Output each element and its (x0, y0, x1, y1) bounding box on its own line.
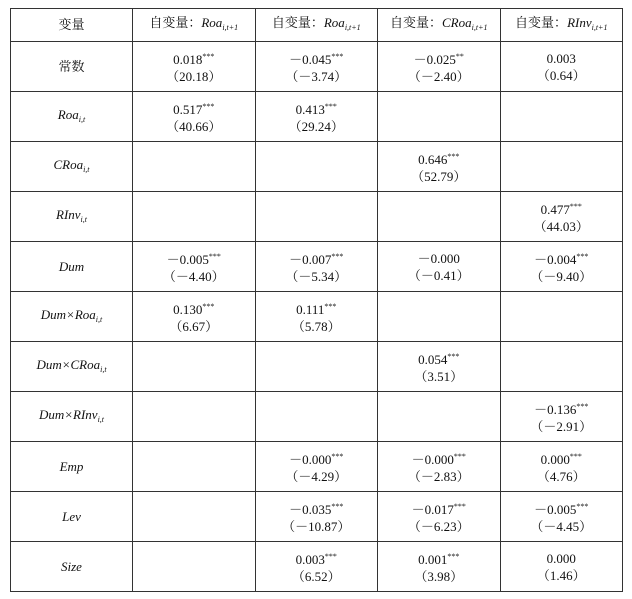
coef-cell (133, 192, 256, 242)
coef-cell (133, 42, 256, 92)
table-row (11, 492, 623, 542)
coefficient (501, 448, 623, 468)
coefficient-value: －0.000 (289, 452, 332, 467)
row-label (11, 292, 133, 342)
significance-stars: *** (202, 102, 215, 111)
header-col-4 (500, 9, 623, 42)
header-col-prefix: 自变量： (149, 16, 202, 31)
coefficient (133, 98, 255, 118)
coef-cell (133, 492, 256, 542)
row-label-text: Dum×Roa (40, 306, 96, 322)
coefficient (378, 48, 500, 68)
significance-stars: *** (453, 452, 466, 461)
row-label (11, 42, 133, 92)
coefficient-value: －0.035 (289, 502, 332, 517)
significance-stars: *** (331, 52, 344, 61)
coefficient-value: 0.477 (540, 202, 570, 217)
t-statistic: （－2.91） (530, 419, 593, 434)
coefficient-value: 0.413 (295, 102, 325, 117)
coefficient (378, 548, 500, 568)
table-row (11, 192, 623, 242)
significance-stars: *** (324, 302, 337, 311)
row-label-text: RInv (56, 206, 81, 222)
significance-stars: *** (208, 252, 221, 261)
coefficient-value: 0.130 (173, 302, 203, 317)
coefficient-value: 0.000 (540, 452, 570, 467)
coef-cell (133, 292, 256, 342)
row-label (11, 392, 133, 442)
coefficient-value: －0.007 (289, 252, 332, 267)
t-statistic: （20.18） (166, 69, 222, 84)
significance-stars: *** (324, 102, 337, 111)
coef-cell (255, 342, 378, 392)
row-label-text: 常数 (58, 59, 85, 75)
coefficient (256, 248, 378, 268)
coefficient (256, 498, 378, 518)
coef-cell (255, 292, 378, 342)
coef-cell (133, 142, 256, 192)
significance-stars: *** (453, 502, 466, 511)
header-col-prefix: 自变量： (271, 16, 324, 31)
coef-cell (255, 392, 378, 442)
coef-cell (500, 292, 623, 342)
significance-stars: *** (331, 502, 344, 511)
coefficient (501, 198, 623, 218)
table-row (11, 442, 623, 492)
header-col-prefix: 自变量： (515, 16, 568, 31)
header-col-var: Roa (323, 15, 345, 30)
coef-cell (378, 42, 501, 92)
coef-cell (378, 442, 501, 492)
t-statistic: （0.64） (536, 67, 586, 83)
header-variable (11, 9, 133, 42)
coefficient-value: 0.003 (546, 50, 576, 66)
t-statistic: （－9.40） (530, 269, 593, 284)
coefficient (378, 498, 500, 518)
table-row (11, 542, 623, 592)
significance-stars: *** (576, 252, 589, 261)
coefficient-value: －0.136 (534, 402, 577, 417)
significance-stars: *** (576, 502, 589, 511)
coefficient (256, 98, 378, 118)
t-statistic: （－4.40） (162, 269, 225, 284)
header-col-sub: i,t+1 (344, 23, 361, 32)
header-col-var: CRoa (442, 15, 472, 30)
coef-cell (500, 442, 623, 492)
coefficient (378, 250, 500, 267)
t-statistic: （1.46） (536, 567, 586, 583)
t-statistic: （6.67） (169, 319, 219, 334)
t-statistic: （－5.34） (285, 269, 348, 284)
coef-cell (378, 492, 501, 542)
table-row (11, 142, 623, 192)
header-col-sub: i,t+1 (471, 23, 488, 32)
coef-cell (255, 242, 378, 292)
row-label (11, 492, 133, 542)
coef-cell (255, 542, 378, 592)
t-statistic: （－2.40） (407, 69, 470, 84)
significance-stars: *** (576, 402, 589, 411)
significance-stars: *** (447, 152, 460, 161)
coefficient-value: －0.004 (534, 252, 577, 267)
table-row (11, 92, 623, 142)
table-body (11, 42, 623, 592)
coefficient-value: －0.017 (411, 502, 454, 517)
significance-stars: *** (447, 552, 460, 561)
t-statistic: （29.24） (288, 119, 344, 134)
header-col-sub: i,t+1 (591, 23, 608, 32)
regression-table-container (10, 8, 622, 592)
row-label (11, 542, 133, 592)
significance-stars: *** (569, 202, 582, 211)
row-label-text: Dum×CRoa (36, 356, 101, 372)
coefficient (256, 298, 378, 318)
row-label-text: Emp (59, 459, 84, 474)
table-row (11, 42, 623, 92)
coef-cell (378, 142, 501, 192)
coefficient (256, 48, 378, 68)
coef-cell (255, 492, 378, 542)
coefficient-value: 0.018 (173, 52, 203, 67)
coefficient-value: 0.000 (546, 550, 576, 566)
significance-stars: *** (324, 552, 337, 561)
coef-cell (500, 42, 623, 92)
coefficient (378, 148, 500, 168)
coef-cell (500, 242, 623, 292)
t-statistic: （44.03） (533, 219, 589, 234)
t-statistic: （－0.41） (407, 267, 470, 283)
table-row (11, 292, 623, 342)
significance-stars: ** (455, 52, 464, 61)
coef-cell (500, 142, 623, 192)
coef-cell (500, 392, 623, 442)
coefficient (501, 248, 623, 268)
header-col-var: Roa (201, 15, 223, 30)
header-variable-label: 变量 (58, 18, 85, 33)
coefficient (501, 398, 623, 418)
row-label (11, 242, 133, 292)
significance-stars: *** (331, 452, 344, 461)
row-label-sub: i,t (80, 214, 87, 224)
coef-cell (133, 542, 256, 592)
header-col-prefix: 自变量： (390, 16, 443, 31)
row-label (11, 192, 133, 242)
row-label-text: Size (61, 559, 82, 574)
coefficient (501, 550, 623, 567)
regression-table (10, 8, 623, 592)
coef-cell (378, 242, 501, 292)
coefficient (133, 298, 255, 318)
coef-cell (500, 192, 623, 242)
coef-cell (500, 92, 623, 142)
coefficient-value: 0.054 (418, 352, 448, 367)
row-label-text: Lev (62, 509, 81, 524)
coef-cell (378, 192, 501, 242)
t-statistic: （－4.45） (530, 519, 593, 534)
significance-stars: *** (331, 252, 344, 261)
coef-cell (133, 92, 256, 142)
coefficient (133, 48, 255, 68)
coef-cell (500, 542, 623, 592)
table-row (11, 342, 623, 392)
coef-cell (378, 542, 501, 592)
coefficient (133, 248, 255, 268)
coef-cell (133, 242, 256, 292)
coefficient-value: －0.000 (411, 452, 454, 467)
coefficient-value: －0.000 (417, 250, 460, 266)
coef-cell (378, 392, 501, 442)
row-label-text: Dum×RInv (38, 406, 98, 422)
coef-cell (255, 142, 378, 192)
header-row (11, 9, 623, 42)
row-label-sub: i,t (95, 314, 103, 324)
coefficient-value: 0.646 (418, 152, 448, 167)
t-statistic: （－3.74） (285, 69, 348, 84)
coef-cell (378, 342, 501, 392)
coef-cell (133, 342, 256, 392)
coefficient-value: 0.001 (418, 552, 448, 567)
coefficient-value: 0.111 (296, 302, 325, 317)
coef-cell (133, 392, 256, 442)
coefficient (256, 548, 378, 568)
coef-cell (500, 342, 623, 392)
t-statistic: （3.51） (414, 369, 464, 384)
header-col-1 (133, 9, 256, 42)
coef-cell (500, 492, 623, 542)
header-col-3 (378, 9, 501, 42)
header-col-sub: i,t+1 (222, 23, 239, 32)
row-label (11, 92, 133, 142)
coefficient (501, 50, 623, 67)
row-label (11, 442, 133, 492)
coef-cell (133, 442, 256, 492)
coefficient-value: －0.025 (413, 52, 456, 67)
t-statistic: （6.52） (291, 569, 341, 584)
header-col-2 (255, 9, 378, 42)
row-label-sub: i,t (100, 364, 107, 374)
t-statistic: （5.78） (291, 319, 341, 334)
row-label (11, 142, 133, 192)
coef-cell (255, 442, 378, 492)
coefficient (378, 348, 500, 368)
coefficient (501, 498, 623, 518)
coefficient-value: 0.003 (295, 552, 325, 567)
significance-stars: *** (202, 52, 215, 61)
coefficient-value: －0.005 (534, 502, 577, 517)
row-label-text: CRoa (53, 156, 84, 172)
header-col-var: RInv (567, 15, 592, 30)
coefficient (256, 448, 378, 468)
t-statistic: （52.79） (411, 169, 467, 184)
significance-stars: *** (569, 452, 582, 461)
t-statistic: （40.66） (166, 119, 222, 134)
t-statistic: （－2.83） (407, 469, 470, 484)
coefficient-value: －0.045 (289, 52, 332, 67)
row-label-sub: i,t (97, 414, 105, 424)
row-label-text: Dum (58, 259, 85, 274)
row-label-sub: i,t (83, 164, 90, 174)
significance-stars: *** (202, 302, 215, 311)
coef-cell (255, 192, 378, 242)
coefficient-value: 0.517 (173, 102, 203, 117)
row-label-sub: i,t (78, 114, 86, 124)
coef-cell (378, 92, 501, 142)
coef-cell (378, 292, 501, 342)
significance-stars: *** (447, 352, 460, 361)
coef-cell (255, 92, 378, 142)
table-row (11, 392, 623, 442)
row-label (11, 342, 133, 392)
t-statistic: （3.98） (414, 569, 464, 584)
t-statistic: （－6.23） (407, 519, 470, 534)
t-statistic: （－10.87） (282, 519, 351, 534)
row-label-text: Roa (57, 106, 79, 122)
t-statistic: （4.76） (536, 469, 586, 484)
t-statistic: （－4.29） (285, 469, 348, 484)
coef-cell (255, 42, 378, 92)
coefficient (378, 448, 500, 468)
coefficient-value: －0.005 (166, 252, 209, 267)
table-row (11, 242, 623, 292)
